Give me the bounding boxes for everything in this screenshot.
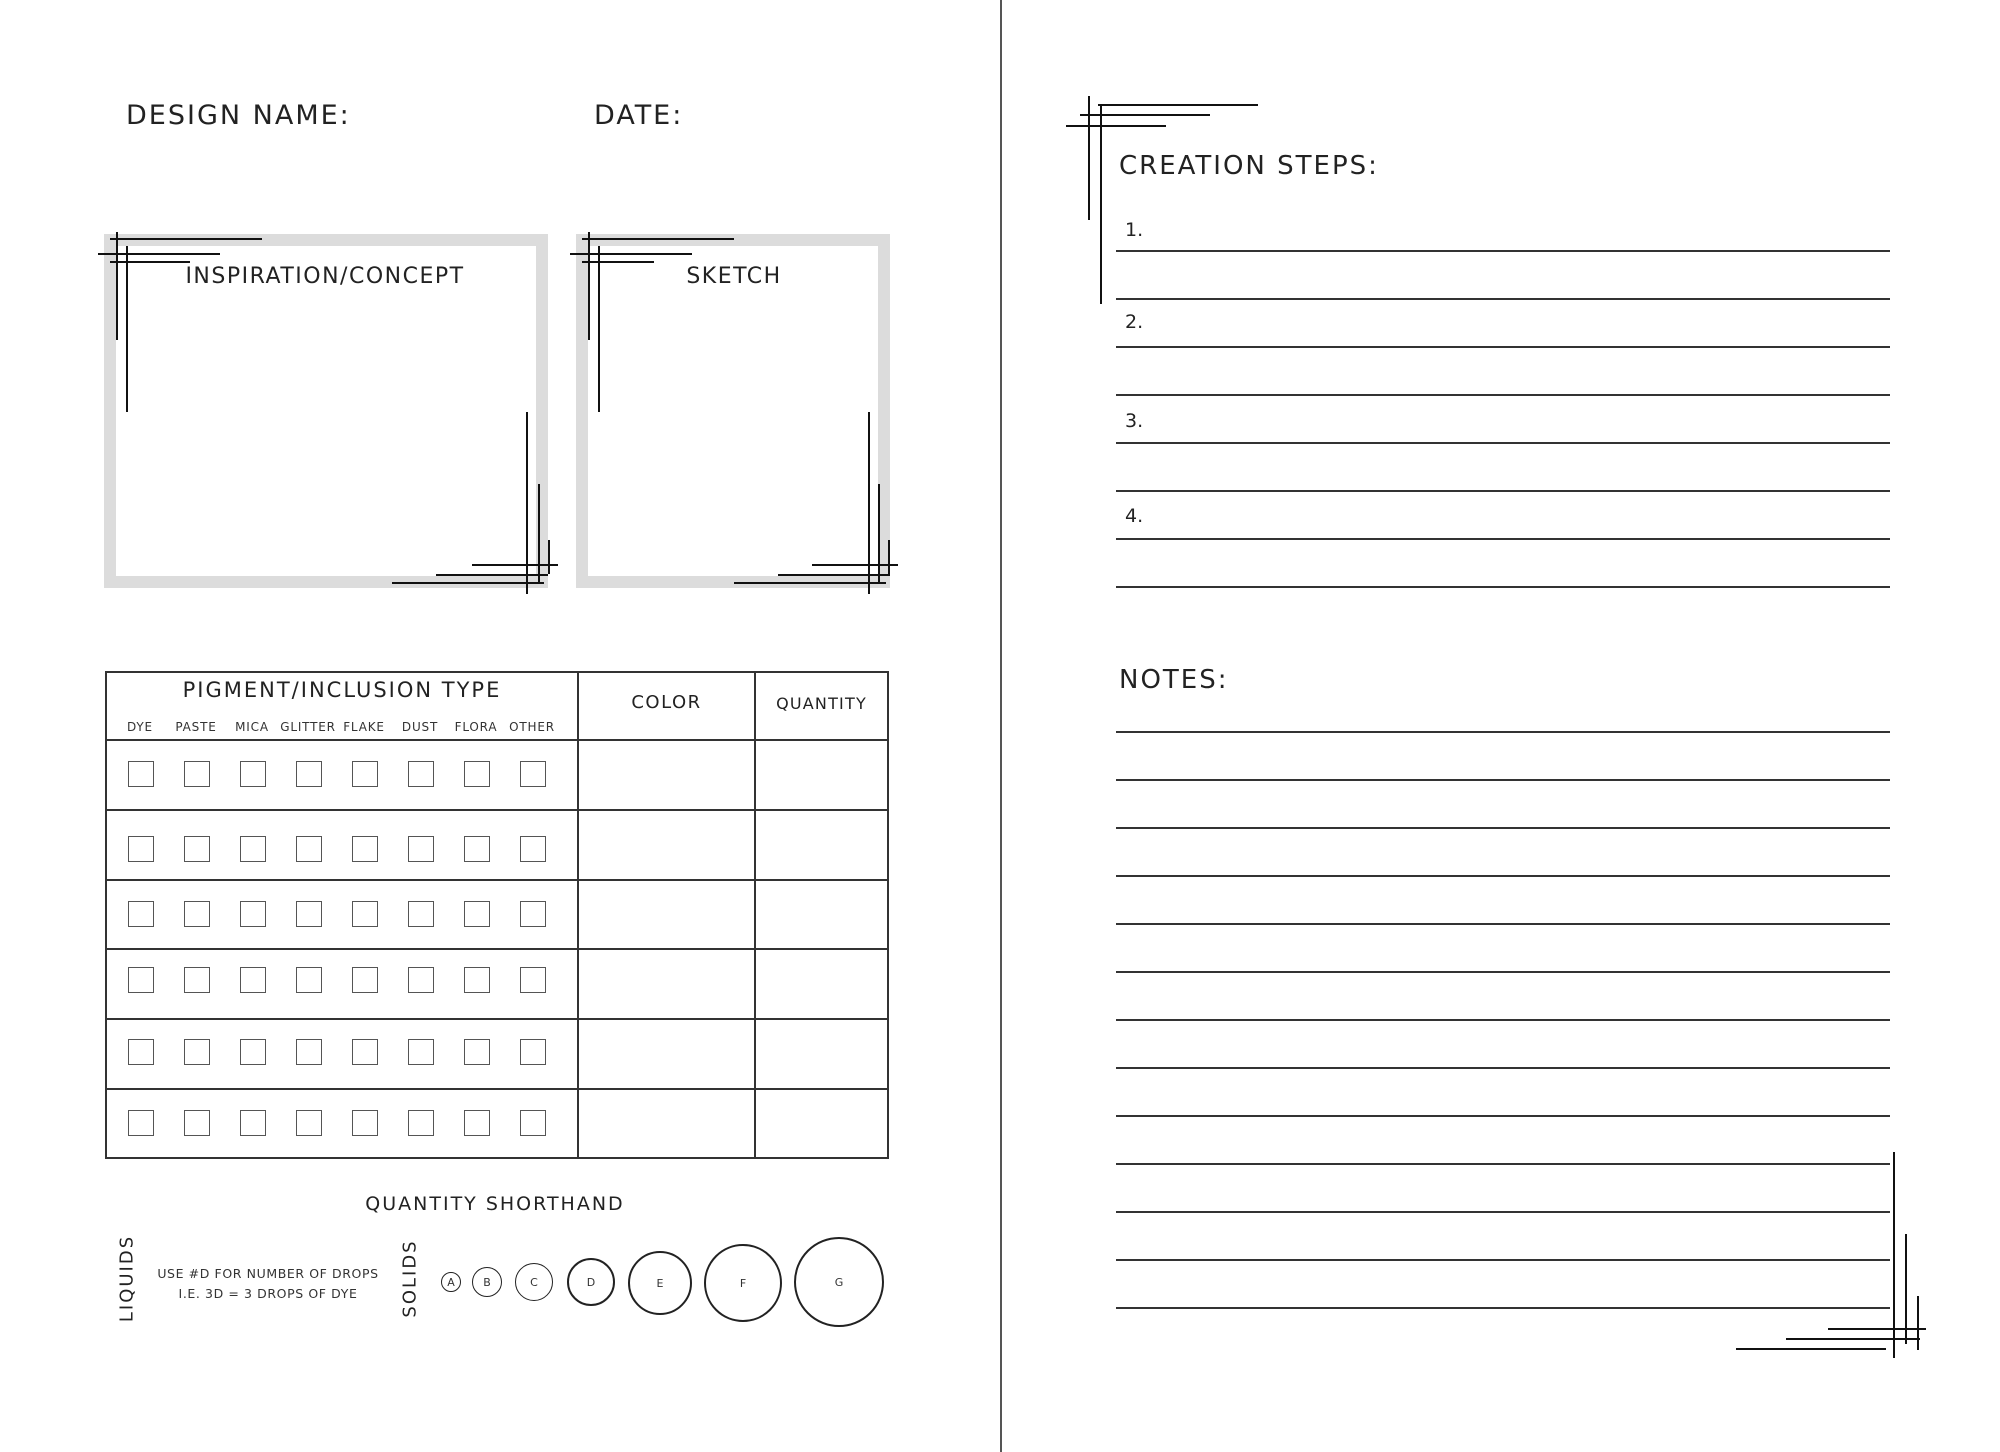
type-col-dust: DUST bbox=[401, 720, 439, 734]
checkbox-row1-flake[interactable] bbox=[352, 761, 378, 787]
checkbox-row4-mica[interactable] bbox=[240, 967, 266, 993]
checkbox-row4-paste[interactable] bbox=[184, 967, 210, 993]
checkbox-row6-other[interactable] bbox=[520, 1110, 546, 1136]
checkbox-row3-dust[interactable] bbox=[408, 901, 434, 927]
checkbox-row2-paste[interactable] bbox=[184, 836, 210, 862]
checkbox-row6-flora[interactable] bbox=[464, 1110, 490, 1136]
checkbox-row5-flora[interactable] bbox=[464, 1039, 490, 1065]
checkbox-row5-dye[interactable] bbox=[128, 1039, 154, 1065]
checkbox-row6-dust[interactable] bbox=[408, 1110, 434, 1136]
checkbox-row6-dye[interactable] bbox=[128, 1110, 154, 1136]
checkbox-row3-other[interactable] bbox=[520, 901, 546, 927]
pigment-type-header: PIGMENT/INCLUSION TYPE bbox=[182, 678, 502, 702]
type-col-flora: FLORA bbox=[454, 720, 498, 734]
checkbox-row2-flora[interactable] bbox=[464, 836, 490, 862]
checkbox-row4-dye[interactable] bbox=[128, 967, 154, 993]
checkbox-row1-flora[interactable] bbox=[464, 761, 490, 787]
checkbox-row5-flake[interactable] bbox=[352, 1039, 378, 1065]
type-col-flake: FLAKE bbox=[343, 720, 385, 734]
checkbox-row6-glitter[interactable] bbox=[296, 1110, 322, 1136]
checkbox-row6-flake[interactable] bbox=[352, 1110, 378, 1136]
checkbox-row5-glitter[interactable] bbox=[296, 1039, 322, 1065]
checkbox-row5-other[interactable] bbox=[520, 1039, 546, 1065]
step-1-number: 1. bbox=[1125, 219, 1144, 241]
checkbox-row3-flora[interactable] bbox=[464, 901, 490, 927]
checkbox-row1-other[interactable] bbox=[520, 761, 546, 787]
checkbox-row4-dust[interactable] bbox=[408, 967, 434, 993]
solid-size-d: D bbox=[567, 1258, 615, 1306]
checkbox-row1-dust[interactable] bbox=[408, 761, 434, 787]
checkbox-row1-mica[interactable] bbox=[240, 761, 266, 787]
checkbox-row6-mica[interactable] bbox=[240, 1110, 266, 1136]
checkbox-row3-dye[interactable] bbox=[128, 901, 154, 927]
type-col-glitter: GLITTER bbox=[280, 720, 336, 734]
checkbox-row2-glitter[interactable] bbox=[296, 836, 322, 862]
checkbox-row3-paste[interactable] bbox=[184, 901, 210, 927]
checkbox-row2-dust[interactable] bbox=[408, 836, 434, 862]
checkbox-row4-glitter[interactable] bbox=[296, 967, 322, 993]
checkbox-row5-dust[interactable] bbox=[408, 1039, 434, 1065]
checkbox-row5-paste[interactable] bbox=[184, 1039, 210, 1065]
checkbox-row3-flake[interactable] bbox=[352, 901, 378, 927]
solid-size-e: E bbox=[628, 1251, 692, 1315]
page-divider bbox=[1000, 0, 1002, 1452]
creation-steps-label: CREATION STEPS: bbox=[1119, 151, 1379, 181]
liquids-note-line1: USE #D FOR NUMBER OF DROPS bbox=[157, 1266, 379, 1281]
solids-label: SOLIDS bbox=[399, 1239, 421, 1318]
solid-size-a: A bbox=[441, 1272, 461, 1292]
checkbox-row2-other[interactable] bbox=[520, 836, 546, 862]
step-2-number: 2. bbox=[1125, 311, 1144, 333]
liquids-label: LIQUIDS bbox=[116, 1234, 138, 1323]
solid-size-g: G bbox=[794, 1237, 884, 1327]
color-header: COLOR bbox=[631, 692, 702, 713]
quantity-header: QUANTITY bbox=[776, 694, 867, 713]
step-4-number: 4. bbox=[1125, 505, 1144, 527]
type-col-other: OTHER bbox=[509, 720, 555, 734]
sketch-label: SKETCH bbox=[686, 264, 782, 289]
inspiration-label: INSPIRATION/CONCEPT bbox=[185, 264, 465, 289]
design-name-label: DESIGN NAME: bbox=[126, 100, 351, 131]
checkbox-row2-dye[interactable] bbox=[128, 836, 154, 862]
checkbox-row1-paste[interactable] bbox=[184, 761, 210, 787]
checkbox-row1-dye[interactable] bbox=[128, 761, 154, 787]
step-3-number: 3. bbox=[1125, 410, 1144, 432]
solid-size-b: B bbox=[472, 1267, 502, 1297]
checkbox-row1-glitter[interactable] bbox=[296, 761, 322, 787]
solid-size-c: C bbox=[515, 1263, 553, 1301]
type-col-dye: DYE bbox=[127, 720, 153, 734]
date-label: DATE: bbox=[594, 100, 684, 131]
quantity-shorthand-title: QUANTITY SHORTHAND bbox=[365, 1193, 625, 1215]
type-col-mica: MICA bbox=[235, 720, 269, 734]
checkbox-row3-mica[interactable] bbox=[240, 901, 266, 927]
liquids-note-line2: I.E. 3D = 3 DROPS OF DYE bbox=[178, 1286, 358, 1301]
notes-label: NOTES: bbox=[1119, 665, 1229, 695]
solid-size-f: F bbox=[704, 1244, 782, 1322]
checkbox-row3-glitter[interactable] bbox=[296, 901, 322, 927]
checkbox-row4-flora[interactable] bbox=[464, 967, 490, 993]
checkbox-row4-flake[interactable] bbox=[352, 967, 378, 993]
checkbox-row2-mica[interactable] bbox=[240, 836, 266, 862]
checkbox-row6-paste[interactable] bbox=[184, 1110, 210, 1136]
checkbox-row5-mica[interactable] bbox=[240, 1039, 266, 1065]
type-col-paste: PASTE bbox=[175, 720, 217, 734]
checkbox-row4-other[interactable] bbox=[520, 967, 546, 993]
checkbox-row2-flake[interactable] bbox=[352, 836, 378, 862]
